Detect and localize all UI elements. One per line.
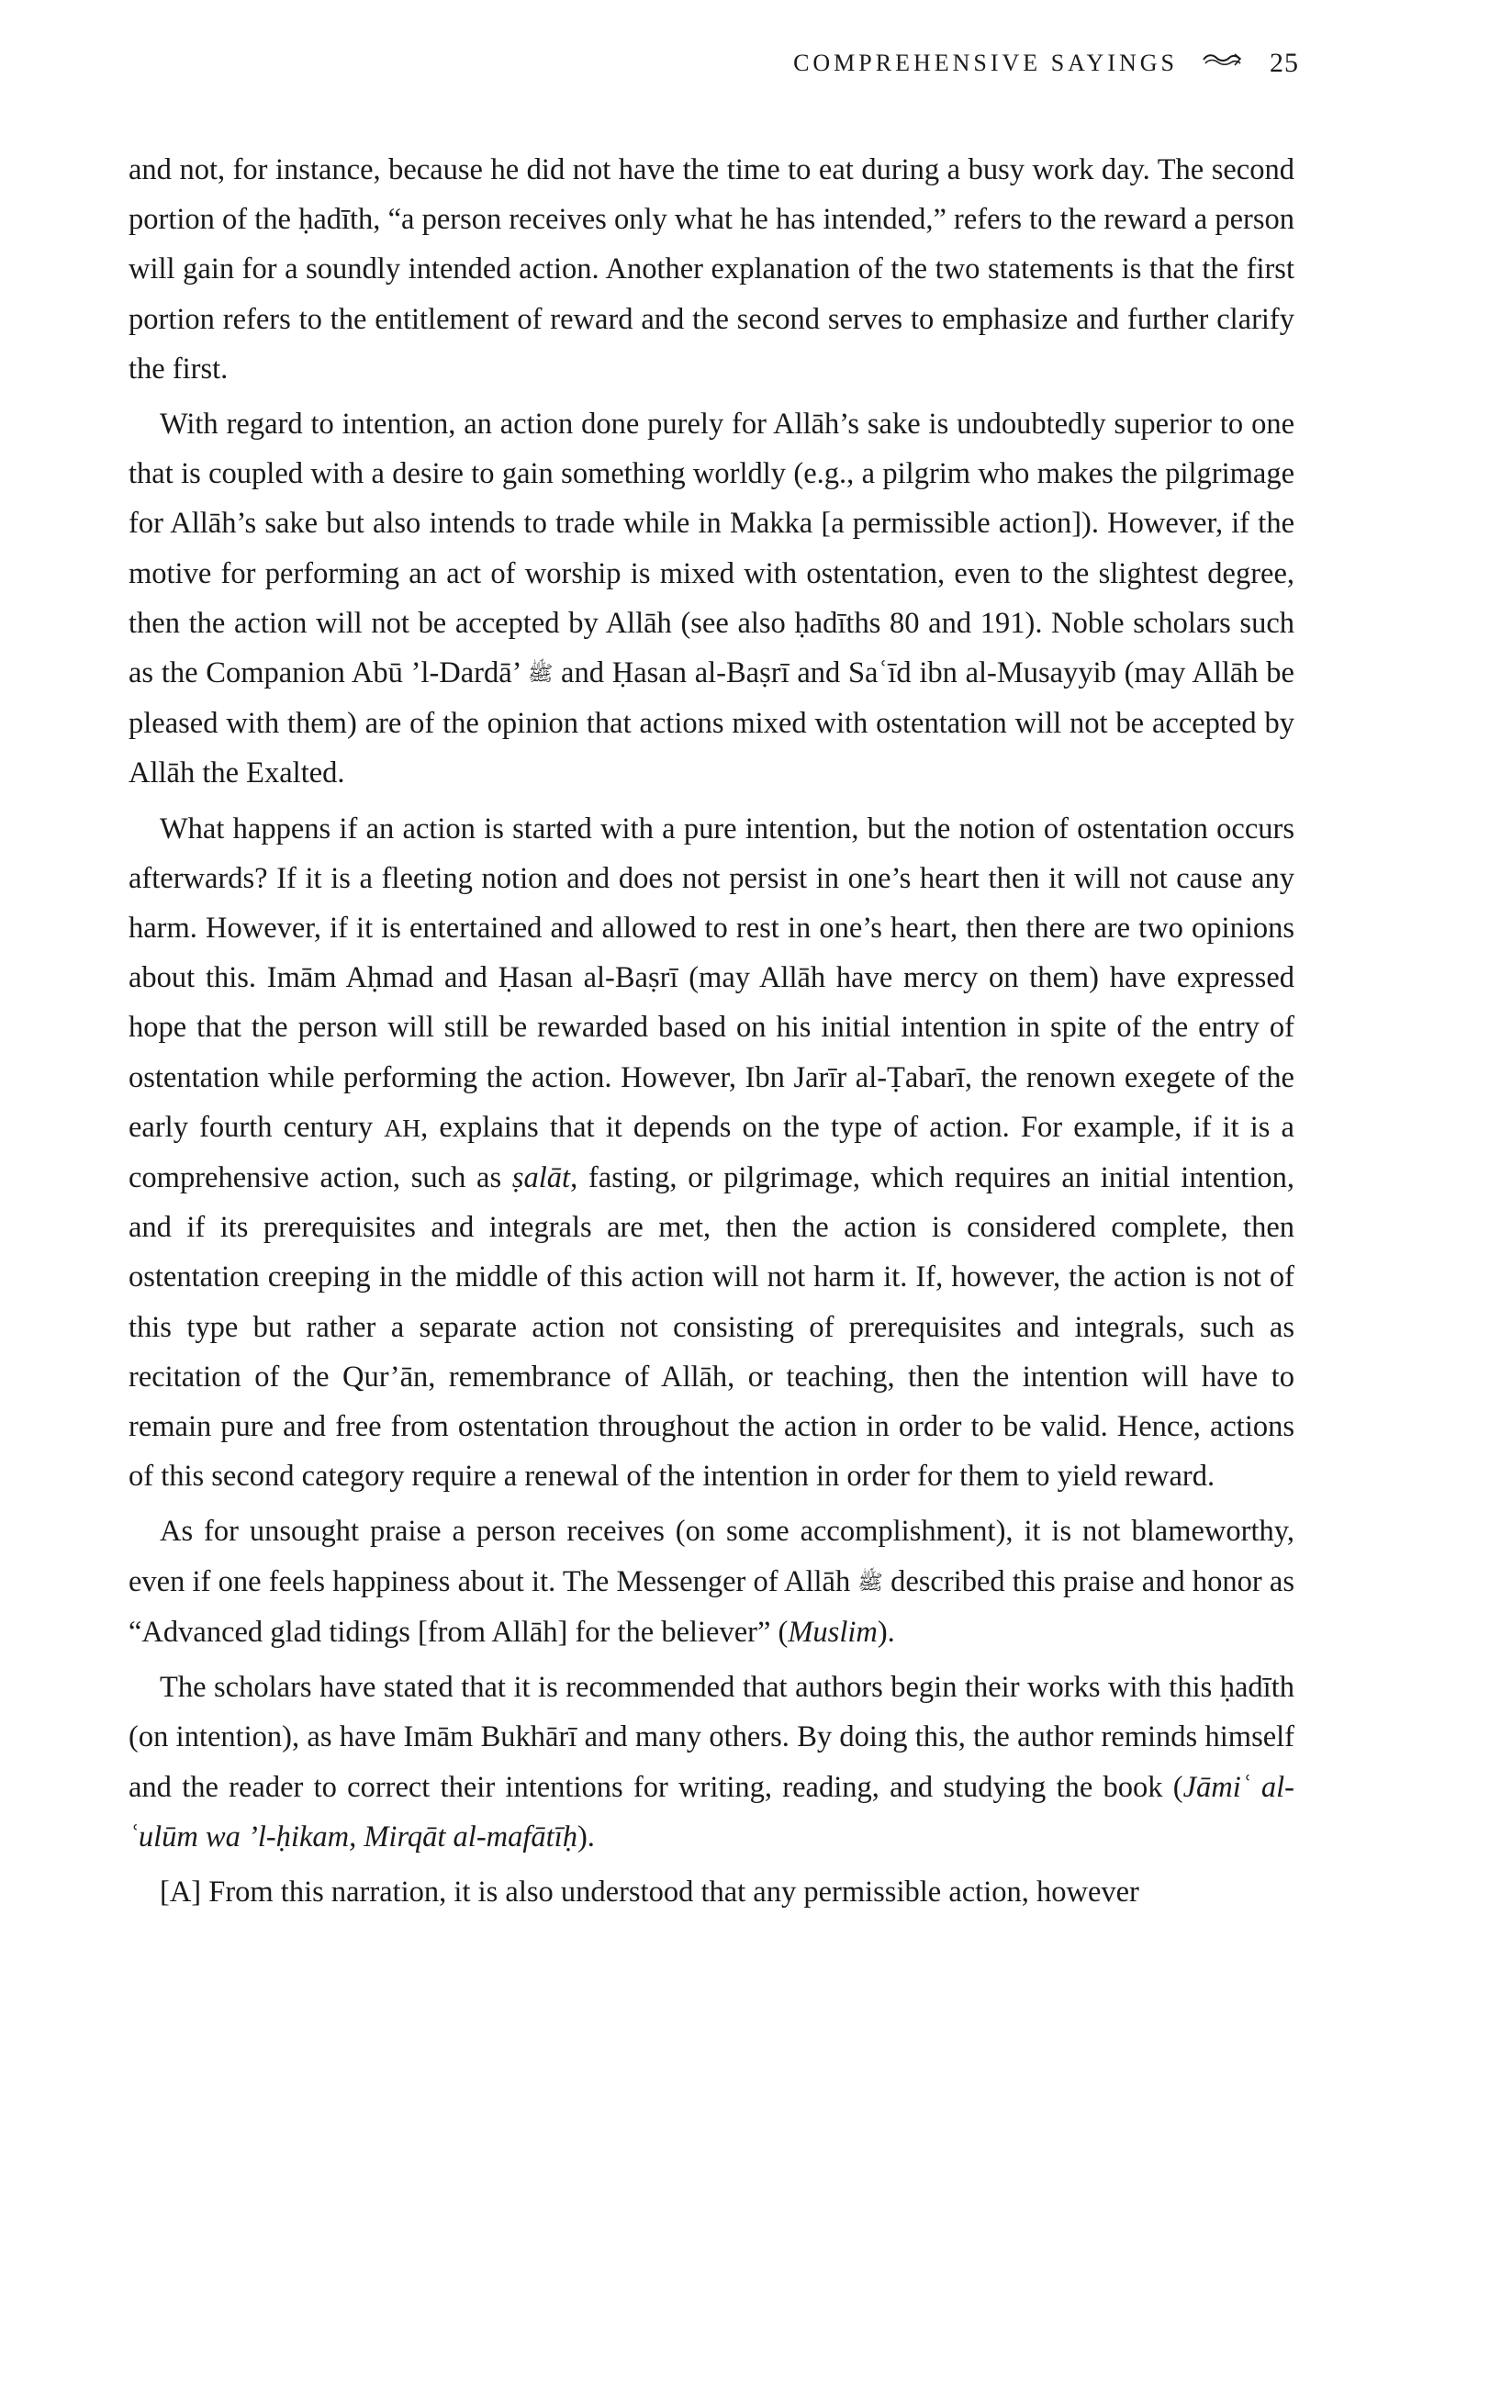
- paragraph: [A] From this narration, it is also understood that any permissible action, however: [160, 1875, 1139, 1909]
- paragraph: As for unsought praise a person receives (on some accomplishment), it is not blameworthy, even if one feels happiness about it. The Messenger of Allāh ﷺ described this praise and honor as “Advanced glad tidings [from Allāh] for the believer” (Muslim).: [129, 1515, 1294, 1649]
- era-abbreviation: AH: [384, 1113, 421, 1142]
- body-text: [129, 145, 1294, 1922]
- source-citation: Jāmiʿ al-ʿulūm wa ’l-ḥikam, Mirqāt al-mafātīḥ: [129, 1770, 1294, 1854]
- running-head-title: COMPREHENSIVE SAYINGS: [793, 50, 1178, 76]
- honorific-glyph-icon: ﷺ: [857, 1570, 883, 1594]
- running-header: [793, 48, 1299, 79]
- paragraph: With regard to intention, an action done purely for Allāh’s sake is undoubtedly superior to one that is coupled with a desire to gain something worldly (e.g., a pilgrim who makes the pilgrimage for Allāh’s sake but also intends to trade while in Makka [a permissible action]). However, if the motive for performing an act of worship is mixed with ostentation, even to the slightest degree, then the action will not be accepted by Allāh (see also ḥadīths 80 and 191). Noble scholars such as the Companion Abū ’l-Dardā’ ﷺ and Ḥasan al-Baṣrī and Saʿīd ibn al-Musayyib (may Allāh be pleased with them) are of the opinion that actions mixed with ostentation will not be accepted by Allāh the Exalted.: [129, 408, 1294, 790]
- paragraph: The scholars have stated that it is recommended that authors begin their works with this ḥadīth (on intention), as have Imām Bukhārī and many others. By doing this, the author reminds himself and the reader to correct their intentions for writing, reading, and studying the book (Jāmiʿ al-ʿulūm wa ’l-ḥikam, Mirqāt al-mafātīḥ).: [129, 1671, 1294, 1854]
- honorific-glyph-icon: ﷺ: [527, 662, 554, 686]
- italic-term: ṣalāt: [511, 1161, 571, 1195]
- paragraph: and not, for instance, because he did not have the time to eat during a busy work day. The second portion of the ḥadīth, “a person receives only what he has intended,” refers to the reward a person will gain for a soundly intended action. Another explanation of the two statements is that the first portion refers to the entitlement of reward and the second serves to emphasize and further clarify the first.: [129, 153, 1294, 386]
- section-ornament-icon: [1202, 50, 1242, 77]
- source-citation: Muslim: [788, 1615, 878, 1649]
- page-number: 25: [1270, 48, 1299, 78]
- paragraph: What happens if an action is started with a pure intention, but the notion of ostentation occurs afterwards? If it is a fleeting notion and does not persist in one’s heart then it will not cause any harm. However, if it is entertained and allowed to rest in one’s heart, then there are two opinions about this. Imām Aḥmad and Ḥasan al-Baṣrī (may Allāh have mercy on them) have expressed hope that the person will still be rewarded based on his initial intention in spite of the entry of ostentation while performing the action. However, Ibn Jarīr al-Ṭabarī, the renown exegete of the early fourth century AH, explains that it depends on the type of action. For example, if it is a comprehensive action, such as ṣalāt, fasting, or pilgrimage, which requires an initial intention, and if its prerequisites and integrals are met, then the action is considered complete, then ostentation creeping in the middle of this action will not harm it. If, however, the action is not of this type but rather a separate action not consisting of prerequisites and integrals, such as recitation of the Qur’ān, remembrance of Allāh, or teaching, then the intention will have to remain pure and free from ostentation throughout the action in order to be valid. Hence, actions of this second category require a renewal of the intention in order for them to yield reward.: [129, 812, 1294, 1494]
